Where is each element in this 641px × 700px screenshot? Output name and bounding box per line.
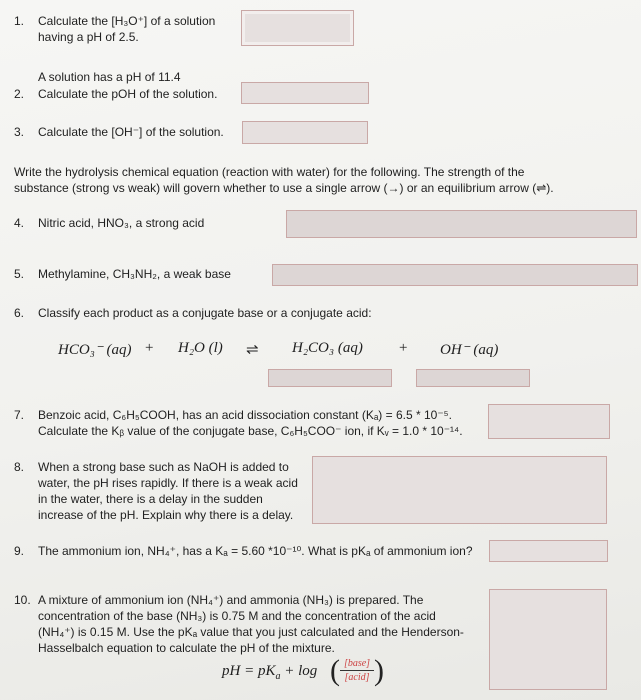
equation-reactant-1: HCO₃⁻ (aq) (58, 342, 132, 358)
question-1-number: 1. (14, 14, 25, 28)
equation-reactant-2: H₂O (l) (178, 340, 223, 356)
answer-box-9[interactable] (489, 540, 608, 562)
question-10-number: 10. (14, 593, 31, 607)
left-paren: ( (330, 654, 340, 687)
hh-numerator: [base] (340, 657, 374, 671)
question-8-number: 8. (14, 460, 25, 474)
question-7-number: 7. (14, 408, 25, 422)
question-5-number: 5. (14, 267, 25, 281)
answer-box-2[interactable] (241, 82, 369, 104)
equation-product-1: H₂CO₃ (aq) (292, 340, 363, 356)
equation-plus-1: + (145, 340, 154, 356)
henderson-hasselbalch-equation (222, 657, 317, 691)
question-2-text: Calculate the pOH of the solution. (38, 87, 218, 101)
answer-box-3[interactable] (242, 121, 368, 144)
answer-box-6a[interactable] (268, 369, 392, 387)
hh-lhs: pH = pK (222, 663, 276, 679)
hh-fraction (340, 657, 374, 684)
question-5-text: Methylamine, CH₃NH₂, a weak base (38, 267, 231, 281)
question-8-text: When a strong base such as NaOH is added to water, the pH rises rapidly. If there is a weak acid in the water, there is a delay in the sudden increase of the pH. Explain why there is a delay. (38, 460, 298, 522)
answer-box-10[interactable] (489, 589, 607, 690)
question-3-number: 3. (14, 125, 25, 139)
equilibrium-arrow: ⇌ (246, 342, 259, 358)
hh-denominator: [acid] (344, 672, 370, 683)
answer-box-7[interactable] (488, 404, 610, 439)
question-6-text: Classify each product as a conjugate base or a conjugate acid: (38, 306, 372, 320)
answer-box-6b[interactable] (416, 369, 530, 387)
equation-product-2: OH⁻ (aq) (440, 342, 499, 358)
question-2-preamble: A solution has a pH of 11.4 (38, 70, 181, 84)
answer-box-8[interactable] (312, 456, 607, 524)
question-4-number: 4. (14, 216, 25, 230)
hydrolysis-instructions: Write the hydrolysis chemical equation (reaction with water) for the following. The strength of the substance (strong vs weak) will govern whether to use a single arrow (→) or an equilibrium arrow (⇌). (14, 165, 554, 195)
question-7-text: Benzoic acid, C₆H₅COOH, has an acid dissociation constant (Kₐ) = 6.5 * 10⁻⁵. Calculate the Kᵦ value of the conjugate base, C₆H₅COO⁻ ion, if Kᵥ = 1.0 * 10⁻¹⁴. (38, 408, 463, 438)
question-9-number: 9. (14, 544, 25, 558)
question-10-text: A mixture of ammonium ion (NH₄⁺) and ammonia (NH₃) is prepared. The concentration of the base (NH₃) is 0.75 M and the concentration of the acid (NH₄⁺) is 0.15 M. Use the pKₐ value that you just calculated and the Henderson- Hasselbalch equation to calculate the pH of the mixture. (38, 593, 464, 655)
question-4-text: Nitric acid, HNO₃, a strong acid (38, 216, 205, 230)
question-6-number: 6. (14, 306, 25, 320)
question-9-text: The ammonium ion, NH₄⁺, has a Kₐ = 5.60 *10⁻¹⁰. What is pKₐ of ammonium ion? (38, 544, 473, 558)
hh-subscript: a (275, 671, 281, 682)
question-2-number: 2. (14, 87, 25, 101)
question-3-text: Calculate the [OH⁻] of the solution. (38, 125, 224, 139)
equation-plus-2: + (399, 340, 408, 356)
right-paren: ) (374, 654, 384, 687)
answer-box-5[interactable] (272, 264, 638, 286)
answer-box-1[interactable] (241, 10, 354, 46)
question-1-text: Calculate the [H₃O⁺] of a solution having a pH of 2.5. (38, 14, 216, 44)
hh-log: + log (280, 663, 318, 679)
answer-box-4[interactable] (286, 210, 637, 238)
